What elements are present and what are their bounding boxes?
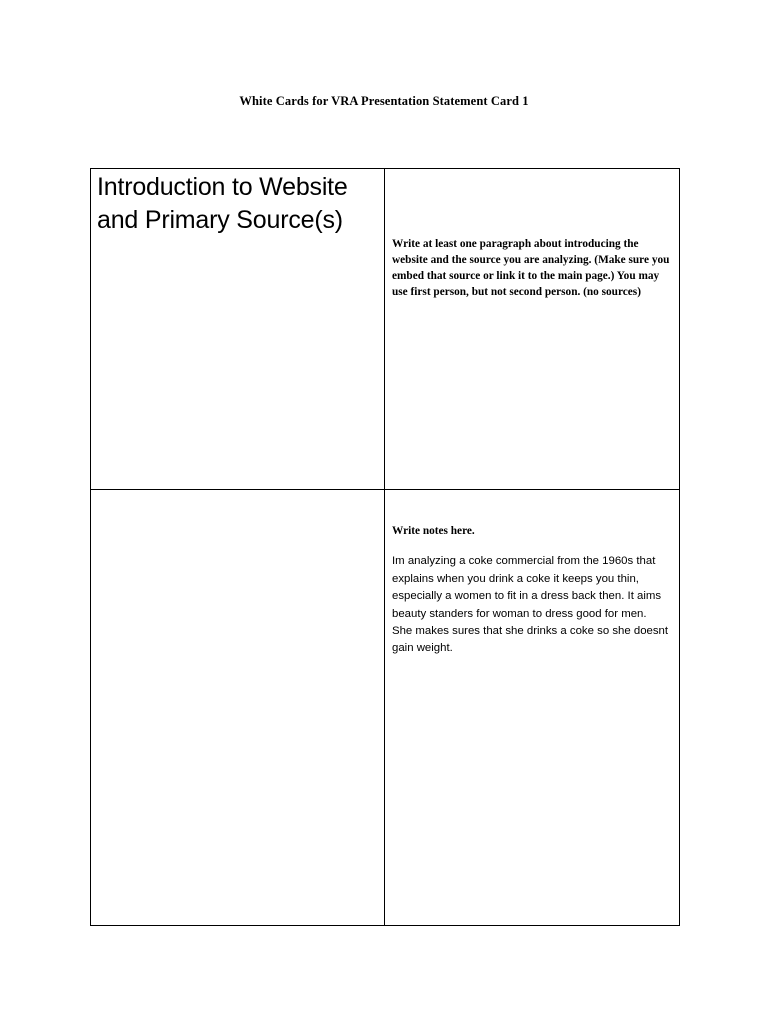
notes-label: Write notes here. [392,525,475,538]
card-row-bottom [91,490,680,926]
statement-card-table [90,168,680,926]
instruction-cell [385,169,680,490]
page-title: White Cards for VRA Presentation Statement Card 1 [239,94,529,108]
notes-cell [385,490,680,926]
instruction-text: Write at least one paragraph about introducing the website and the source you are analyzing. (Make sure you embed that source or link it to the main page.) You may use first person, but not second person. (no sources) [392,238,670,298]
card-heading: Introduction to Website and Primary Source(s) [97,173,348,234]
empty-cell [91,490,385,926]
notes-body: Im analyzing a coke commercial from the 1960s that explains when you drink a coke it keeps you thin, especially a women to fit in a dress back then. It aims beauty standers for woman to dress good for men. She makes sures that she drinks a coke so she doesnt gain weight. [392,555,669,655]
card-row-top [91,169,680,490]
heading-cell [91,169,385,490]
